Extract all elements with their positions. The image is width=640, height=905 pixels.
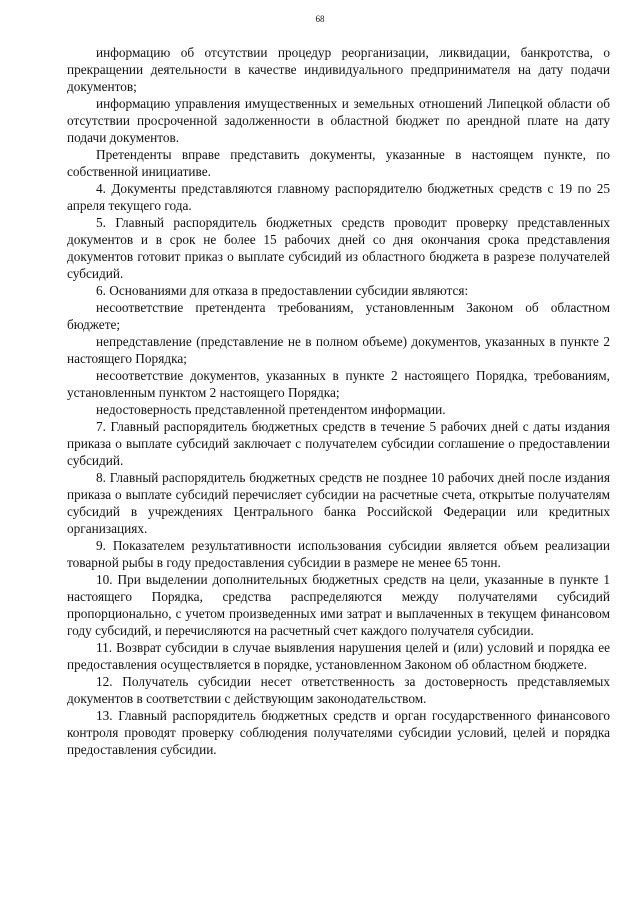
paragraph-bankruptcy-info: информацию об отсутствии процедур реорганизации, ликвидации, банкротства, о прекращении деятельности в качестве индивидуального предпринимателя на дату подачи документов; [67, 45, 610, 94]
paragraph-item-6: 6. Основаниями для отказа в предоставлении субсидии являются: [96, 283, 469, 298]
paragraph-item-13: 13. Главный распорядитель бюджетных средств и орган государственного финансового контроля проводят проверку соблюдения получателями субсидии условий, целей и порядка предоставления субсидии. [67, 708, 610, 757]
paragraph-item-5: 5. Главный распорядитель бюджетных средств проводит проверку представленных документов и в срок не более 15 рабочих дней со дня окончания срока представления документов готовит приказ о выплате субсидий из областного бюджета в разрезе получателей субсидий. [67, 215, 610, 281]
paragraph-refusal-ground-3: несоответствие документов, указанных в пункте 2 настоящего Порядка, требованиям, установленным пунктом 2 настоящего Порядка; [67, 368, 610, 400]
paragraph-item-10: 10. При выделении дополнительных бюджетных средств на цели, указанные в пункте 1 настоящего Порядка, средства распределяются между получателями субсидий пропорционально, с учетом произведенных ими затрат и выплаченных в текущем финансовом году субсидий, и перечисляются на расчетный счет каждого получателя субсидии. [67, 572, 610, 638]
paragraph-item-8: 8. Главный распорядитель бюджетных средств не позднее 10 рабочих дней после издания приказа о выплате субсидий перечисляет субсидии на расчетные счета, открытые получателям субсидий в учреждениях Центрального банка Российской Федерации или кредитных организациях. [67, 470, 610, 536]
page-number: 68 [315, 14, 325, 24]
paragraph-item-12: 12. Получатель субсидии несет ответственность за достоверность представляемых документов в соответствии с действующим законодательством. [67, 674, 610, 706]
paragraph-item-9: 9. Показателем результативности использования субсидии является объем реализации товарной рыбы в году предоставления субсидии в размере не менее 65 тонн. [67, 538, 610, 570]
document-body [67, 44, 610, 758]
paragraph-refusal-ground-4: недостоверность представленной претендентом информации. [96, 402, 446, 417]
paragraph-property-debt-info: информацию управления имущественных и земельных отношений Липецкой области об отсутствии просроченной задолженности в областной бюджет по арендной плате на дату подачи документов. [67, 96, 610, 145]
paragraph-refusal-ground-1: несоответствие претендента требованиям, установленным Законом об областном бюджете; [67, 300, 610, 332]
paragraph-refusal-ground-2: непредставление (представление не в полном объеме) документов, указанных в пункте 2 настоящего Порядка; [67, 334, 610, 366]
paragraph-item-7: 7. Главный распорядитель бюджетных средств в течение 5 рабочих дней с даты издания приказа о выплате субсидий заключает с получателем субсидии соглашение о предоставлении субсидий. [67, 419, 610, 468]
paragraph-item-4: 4. Документы представляются главному распорядителю бюджетных средств с 19 по 25 апреля текущего года. [67, 181, 610, 213]
paragraph-own-initiative: Претенденты вправе представить документы, указанные в настоящем пункте, по собственной инициативе. [67, 147, 610, 179]
paragraph-item-11: 11. Возврат субсидии в случае выявления нарушения целей и (или) условий и порядка ее предоставления осуществляется в порядке, установленном Законом об областном бюджете. [67, 640, 610, 672]
